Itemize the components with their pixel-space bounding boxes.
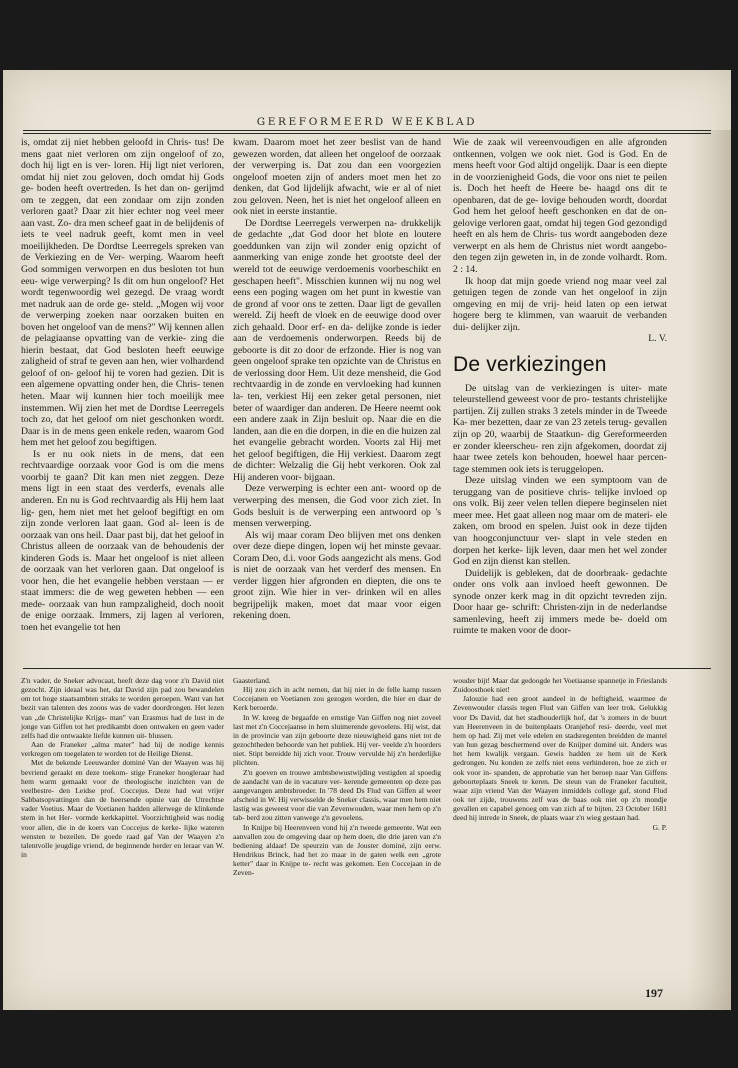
paragraph: Jalouzie had een groot aandeel in de heftigheid, waarmee de Zevenwouder classis tegen Flud van Giffen van leer trok. Gelukkig voor Ds David, dat het stadhouderlijk hof, dat 's zomers in de buurt van Heerenveen in de buitenplaats Oranjehof resi- deerde, veel met hem op had. Zij met vele edelen en stadsregenten breidden de mantel van hun gezag beschermend over de Knijper dominé uit. Anders was het hem kwalijk vergaan. Gewis hadden ze hem uit de Kerk gedrongen. Nu konden ze zelfs niet eens verhinderen, hoe ze zich er ook voor in- spanden, de approbatie van het beroep naar Van Giffens geboorteplaats Sneek te keren. De steun van de Franeker faculteit, waar zijn vriend Van der Waayen inmiddels college gaf, stond Flud ook ter zijde, trouwens zelf was de baas ook niet op z'n mondje gevallen en capabel genoeg om van zich af te bijten. 23 October 1681 deed hij intrede in Sneek, de plaats waar z'n wieg gestaan had. (453, 694, 667, 823)
paragraph: Aan de Franeker „alma mater" had hij de nodige kennis verkregen om toegelaten te worden tot de Heilige Dienst. (21, 740, 224, 759)
paragraph: Als wij maar coram Deo blijven met ons denken over deze diepe dingen, lopen wij het minste gevaar. Coram Deo, d.i. voor Gods aangezicht als mens. God is niet de oorzaak van het verderf des mensen. En verder liggen hier afgronden en diepten, die ons te groot zijn. Wie hier in ver- drinken wil en alles begrijpelijk maken, moet dat maar voor eigen rekening doen. (233, 529, 441, 622)
footer-column-2 (233, 676, 441, 877)
page-edge-shadow (688, 130, 731, 1010)
paragraph: Met de bekende Leeuwarder dominé Van der Waayen was hij bevriend geraakt en deze toekom- stige Franeker hoogleraar had hem warm gemaakt voor de theologische inzichten van de veelbestre- den Leidse prof. Coccejus. Deze had wat vrijer Sabbatsopvattingen dan de heersende opinie van de Utrechtse vader Voetius. Maar de Voetianen hadden allerwege de klinkende stem in het Her- vormde kerkkapittel. Voorzichtigheid was nodig voor allen, die in de koers van Coccejus de kerke- lijke wateren wensten te bezeilen. De goede raad gaf Van der Waayen z'n talentvolle jeugdige vriend, de beginnende herder en leraar van W. in (21, 758, 224, 859)
paragraph: Gaasterland. (233, 676, 271, 685)
paragraph: wouder bijt! Maar dat gedoogde het Voetiaanse spannetje in Frieslands Zuidoosthoek niet! (453, 676, 667, 695)
header-rule (23, 130, 711, 131)
header-rule-thin (23, 133, 711, 134)
paragraph: Is er nu ook niets in de mens, dat een rechtvaardige oorzaak voor God is om die mens voorbij te gaan? Dit kan men niet zeggen. Deze mens ligt in een staat des verderfs, evenals alle anderen. En nu is God rechtvaardig als Hij hem laat lig- gen, hem niet met het geloof begiftigt en om zijn zonde verloren laat gaan. God al- leen is de oorzaak van ons heil. Daar past bij, dat het geloof in Christus alleen de oorzaak van de behoudenis der kinderen Gods is. Maar het ongeloof is niet alleen de oorzaak van het verloren gaan. Dat ongeloof is voor hen, die het evangelie hebben verstaan — er staat immers: die de weg geweten hebben — een mede- oorzaak van hun rampzaligheid, doch nooit de enige oorzaak. Immers, zij lagen al verloren, toen het evangelie tot hen (21, 448, 224, 633)
paragraph: In Knijpe bij Heerenveen vond hij z'n tweede gemeente. Wat een aanvallen zou de omgeving daar op hem doen, die drie jaren van z'n bediening aldaar! De speurzin van de Jouster dominé, zijn eerw. Hendrikus Brinck, had het zo maar in de gaten welk een „grote ketter" daar in Knijpe te- recht was gekomen. Een Coccejaan in de Zeven- (233, 822, 441, 878)
paragraph: Deze uitslag vinden we een symptoom van de teruggang van de positieve chris- telijke invloed op ons volk. Bij zeer velen tellen diepere beginselen niet meer mee. Het gaat alleen nog maar om de materi- ele zaken, om brood en spelen. Juist ook in deze tijden van hoogconjunctuur ver- slapt in vele steden en dorpen het kerke- lijk leven, daar men het wel zonder God en zijn dienst kan stellen. (453, 475, 667, 568)
article-column-3 (453, 137, 667, 637)
running-header: GEREFORMEERD WEEKBLAD (256, 116, 478, 128)
paragraph: Z'n vader, de Sneker advocaat, heeft deze dag voor z'n David niet gezocht. Zijn ideaal was het, dat David zijn pad zou bewandelen om tot hoge staatsambten straks te worden geroepen. Want van het bezit van talenten des zoons was de vader doordrongen. Het lezen van „de Christelijke Krijgs- man" van Erasmus had de lust in de jonge van Giffen tot het predikambt doen ontwaken en geen vader zelfs had die ontwaakte liefde kunnen uit- blussen. (21, 676, 224, 740)
paragraph: is, omdat zij niet hebben geloofd in Chris- tus! De mens gaat niet verloren om zijn ongeloof of zo, doch hij ligt en is ver- loren. Hij ligt niet verloren, omdat hij niet zou geloven, doch omdat hij Gods ge- boden heeft overtreden. Is het dan on- gerijmd om te zeggen, dat een zondaar om zijn zonden verloren gaat? Daar zit hier echter nog veel meer aan vast. Zo- dra men scheef gaat in de belijdenis of iets te veel nadruk geeft, komt men in veel moeilijkheden. De Dordtse Leerregels spreken van de Verkiezing en de Ver- werping. Waarom heeft God sommigen verworpen en dus besloten tot hun eeu- wige verwerping? Is dit om hun ongeloof? Het wordt tegenwoordig wel gezegd. De vraag wordt met nadruk aan de orde ge- steld. „Mogen wij voor de verwerping zoeken naar oorzaken buiten en boven het ongeloof van de mens?" Wij kennen allen de pelagiaanse opvatting van de verkie- zing die hierin bestaat, dat God besloten heeft eeuwige zaligheid of straf te geven aan hen, wier volhardend geloof of on- geloof hij te voren had gezien. Dit is een algemene opvatting onder hen, die Chris- tenen heten. Maar wij kunnen hier toch moeilijk mee instemmen. Wij zien het met de Dordtse Leerregels toch zo, dat het geloof om niet geschonken wordt. Daar is in de mens geen enkele reden, waarom God hem met het geloof zou begiftigen. (21, 137, 224, 449)
paragraph: Ik hoop dat mijn goede vriend nog maar veel zal getuigen tegen de zonde van het ongeloof in zijn omgeving en mij de vrij- heid laten op een ietwat hogere berg te klimmen, van waaruit de verbanden dui- delijker zijn. (453, 275, 667, 333)
page-number: 197 (645, 986, 663, 1000)
magazine-page (3, 70, 731, 1010)
paragraph: Duidelijk is gebleken, dat de doorbraak- gedachte onder ons volk aan invloed heeft gewonnen. De synode onzer kerk mag in dit opzicht tevreden zijn. Door haar ge- schrift: Christen-zijn in de nederlandse samenleving, heeft zij immers mede be- doeld om ruimte te maken voor de door- (453, 567, 667, 637)
paragraph: Deze verwerping is echter een ant- woord op de verwerping des mensen, die God voor zich ziet. In Gods besluit is de verwerping een antwoord op 's mensen verwerping. (233, 483, 441, 530)
section-divider (23, 668, 711, 669)
article-signature: L. V. (648, 333, 667, 345)
paragraph: De Dordtse Leerregels verwerpen na- drukkelijk de gedachte „dat God door het blote en loutere goeddunken van zijn wil zonder enig opzicht of aanmerking van enige zonde het grootste deel der wereld tot de eeuwige verdoemenis voorbeschikt en geschapen heeft". Misschien kunnen wij nu nog wel eens een poging wagen om het punt in kwestie van de grond af voor ons te zetten. Daar ligt de gevallen wereld. Zij heeft de vloek en de eeuwige dood over zich gehaald. Door erf- en da- delijke zonde is ieder aan de verdoemenis onderworpen. Reeds bij de geboorte is dit zo door de erfzonde. Hier is nog van geen ongeloof sprake ten opzichte van de Christus en de verlossing door Hem. Uit deze mensheid, die God rechtvaardig in de zonde en vervloeking had kunnen la- ten, verkiest Hij een zeker getal personen, niet beter of waardiger dan anderen. De Heere neemt ook een andere zaak in Zijn besluit op. Naar die en die landen, aan die en die dorpen, in die en die huizen zal het evangelie gebracht worden. Voorts zal Hij met het geloof begiftigen, die Hij verkiest. Daarom zegt de dichter: Welzalig die Gij hebt verkoren. Ook zal Hij anderen voor- bijgaan. (233, 217, 441, 483)
article-signature: G. P. (652, 822, 667, 832)
paragraph: Wie de zaak wil vereenvoudigen en alle afgronden ontkennen, volgen we ook niet. God is God. En de mens heeft voor God altijd ongelijk. Daar is een diepte in de voorzienigheid Gods, die voor ons niet te peilen is. Doch het heeft de Heere be- haagd ons dit te openbaren, dat de ge- lovige behouden wordt, doordat God hem het geloof heeft geschonken en dat de on- gelovige verloren gaat, omdat hij tegen God gezondigd heeft en als hem de Chris- tus wordt aangeboden deze verwerpt en als hem de Christus niet wordt aangebo- den tegen zijn geweten in, in de zonde volhardt. Rom. 2 : 14. (453, 137, 667, 276)
article-heading: De verkiezingen (453, 352, 607, 376)
paragraph: De uitslag van de verkiezingen is uiter- mate teleurstellend geweest voor de pro- testants christelijke partijen. Zij zullen straks 3 zetels minder in de Tweede Ka- mer bezetten, daar ze van 23 zetels terug- gevallen zijn op 20, waarbij de Staatkun- dig Gereformeerden er zonder kleerscheu- ren zijn afgekomen, doordat zij haar twee zetels kon behouden, hoewel haar percen- tage stemmen ook iets is teruggelopen. (453, 382, 667, 475)
paragraph: In W. kreeg de begaafde en ernstige Van Giffen nog niet zoveel last met z'n Coccejaanse in hem sluimerende gevoelens. Hij wist, dat in de provincie van zijn geboorte deze nieuwigheid gans niet tot de gezochtheden behoorde van het publiek. Hij ver- veelde z'n hoorders niet. Stipt bereidde hij zich voor. Trouw vervulde hij z'n herderlijke plichten. (233, 712, 441, 768)
footer-column-3 (453, 676, 667, 832)
article-column-1 (21, 137, 224, 634)
paragraph: Z'n goeven en trouwe ambtsbewustwijding vestigden al spoedig de aandacht van de in vacature ver- kerende gemeenten op deze pas aangevangen ambtsbroeder. In '78 deed Ds Flud van Giffen al weer afscheid in W. Hij verwisselde de Sneker classis, waar men hem niet lastig was geweest voor die van Zevenwouden, waar men hem op z'n tab- berd zou zitten vanwege z'n gevoelens. (233, 767, 441, 823)
paragraph: kwam. Daarom moet het zeer beslist van de hand gewezen worden, dat alleen het ongeloof de oorzaak der verwerping is. Dat zou dan een voorgezien ongeloof moeten zijn of anders moet men het zo denken, dat God lijdelijk afwacht, wie er al of niet zou geloven. Neen, het is niet het ongeloof alleen en ook niet in eerste instantie. (233, 137, 441, 218)
article-column-2 (233, 137, 441, 622)
footer-column-1 (21, 676, 224, 859)
paragraph: Hij zou zich in acht nemen, dat hij niet in de felle kamp tussen Coccejanen en Voetianen zou gezogen worden, die hier en daar de Kerk beroerde. (233, 685, 441, 713)
